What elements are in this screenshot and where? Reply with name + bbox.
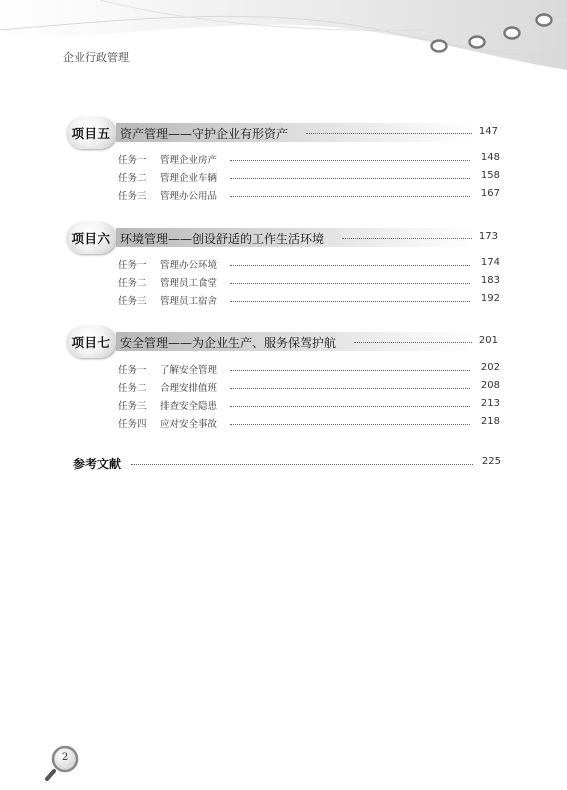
- references-title: 参考文献: [73, 457, 122, 471]
- dot-leader: [306, 133, 472, 134]
- task-title: 管理员工宿舍: [160, 296, 218, 307]
- task-label: 任务二: [118, 383, 147, 394]
- task-label: 任务三: [118, 401, 147, 412]
- page-number: 208: [480, 380, 500, 391]
- task-entry[interactable]: [118, 362, 500, 378]
- magnifier-icon: [44, 743, 84, 783]
- task-title: 管理企业车辆: [160, 173, 218, 184]
- page-number: 167: [480, 188, 500, 199]
- task-entry[interactable]: [118, 275, 500, 291]
- page-number: 225: [481, 456, 501, 467]
- dot-leader: [230, 388, 470, 389]
- page-number: 147: [478, 126, 498, 137]
- task-entry[interactable]: [118, 380, 500, 396]
- project-seven-heading[interactable]: [66, 326, 506, 358]
- task-label: 任务一: [118, 365, 147, 376]
- task-title: 管理办公环境: [160, 260, 218, 271]
- task-label: 任务一: [118, 260, 147, 271]
- task-label: 任务四: [118, 419, 147, 430]
- project-five-heading[interactable]: [66, 117, 506, 149]
- task-title: 管理企业房产: [160, 155, 218, 166]
- task-entry[interactable]: [118, 170, 500, 186]
- page-number: 174: [480, 257, 500, 268]
- task-label: 任务二: [118, 173, 147, 184]
- project-title: 资产管理——守护企业有形资产: [120, 127, 289, 141]
- page-number: 183: [480, 275, 500, 286]
- project-badge-label: 项目七: [71, 335, 111, 350]
- page-number: 148: [480, 152, 500, 163]
- page-number: 213: [480, 398, 500, 409]
- project-title: 安全管理——为企业生产、服务保驾护航: [120, 336, 337, 350]
- header-circle-decoration: [420, 8, 567, 68]
- dot-leader: [230, 424, 470, 425]
- task-entry[interactable]: [118, 152, 500, 168]
- page-number: 202: [480, 362, 500, 373]
- dot-leader: [354, 342, 472, 343]
- project-title: 环境管理——创设舒适的工作生活环境: [120, 232, 325, 246]
- project-six-heading[interactable]: [66, 222, 506, 254]
- project-badge-label: 项目五: [71, 126, 111, 141]
- dot-leader: [230, 160, 470, 161]
- task-label: 任务二: [118, 278, 147, 289]
- dot-leader: [342, 238, 472, 239]
- task-title: 了解安全管理: [160, 365, 218, 376]
- running-title: 企业行政管理: [63, 51, 129, 64]
- dot-leader: [230, 301, 470, 302]
- task-label: 任务三: [118, 296, 147, 307]
- task-title: 管理办公用品: [160, 191, 218, 202]
- task-entry[interactable]: [118, 293, 500, 309]
- task-entry[interactable]: [118, 398, 500, 414]
- dot-leader: [230, 265, 470, 266]
- dot-leader: [230, 406, 470, 407]
- task-entry[interactable]: [118, 188, 500, 204]
- dot-leader: [230, 178, 470, 179]
- task-title: 排查安全隐患: [160, 401, 218, 412]
- references-entry[interactable]: [73, 455, 503, 471]
- page-number: 173: [478, 231, 498, 242]
- dot-leader: [230, 370, 470, 371]
- task-label: 任务三: [118, 191, 147, 202]
- page-number: 192: [480, 293, 500, 304]
- task-title: 管理员工食堂: [160, 278, 218, 289]
- task-title: 合理安排值班: [160, 383, 218, 394]
- task-entry[interactable]: [118, 257, 500, 273]
- dot-leader: [131, 464, 473, 465]
- task-entry[interactable]: [118, 416, 500, 432]
- page-number: 201: [478, 335, 498, 346]
- page-number: 218: [480, 416, 500, 427]
- dot-leader: [230, 196, 470, 197]
- project-badge-label: 项目六: [71, 231, 111, 246]
- footer-page-number: 2: [61, 752, 69, 763]
- task-title: 应对安全事故: [160, 419, 218, 430]
- task-label: 任务一: [118, 155, 147, 166]
- page-number: 158: [480, 170, 500, 181]
- dot-leader: [230, 283, 470, 284]
